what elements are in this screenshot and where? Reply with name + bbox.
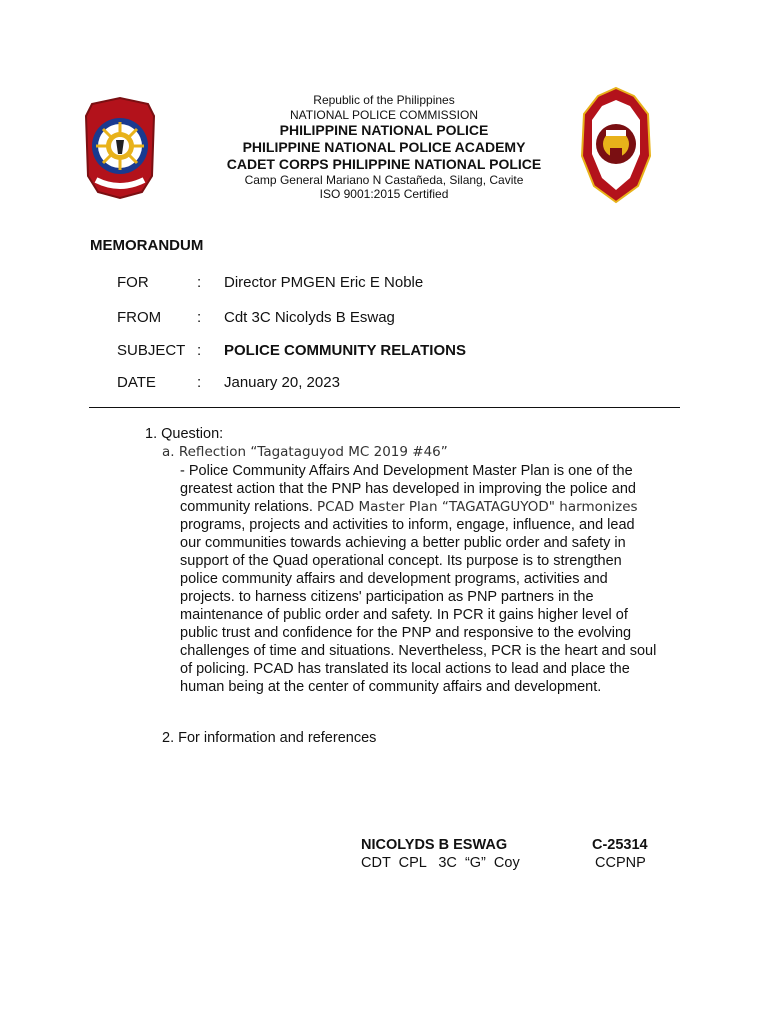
memo-from-label: FROM: [117, 309, 162, 326]
header-address: Camp General Mariano N Castañeda, Silang, Cavite: [244, 173, 524, 187]
header-pnpa: PHILIPPINE NATIONAL POLICE ACADEMY: [242, 139, 526, 155]
header-pnp: PHILIPPINE NATIONAL POLICE: [279, 122, 489, 138]
signatory-unit: CCPNP: [595, 855, 646, 871]
paragraph-line: support of the Quad operational concept. Its purpose is to strengthen: [180, 553, 622, 569]
paragraph-line: greatest action that the PNP has developed in improving the police and: [180, 481, 636, 497]
paragraph-line: maintenance of public order and safety. In PCR it gains higher level of: [180, 607, 628, 623]
memo-date-value: January 20, 2023: [224, 374, 340, 391]
paragraph-line-part: PCAD Master Plan “TAGATAGUYOD" harmonizes: [317, 499, 638, 515]
reflection-paragraph: [180, 462, 680, 696]
memo-subject-label: SUBJECT: [117, 342, 186, 359]
paragraph-line: of policing. PCAD has translated its local actions to lead and place the: [180, 661, 630, 677]
signatory-serial: C-25314: [592, 837, 648, 853]
item-2-references: 2. For information and references: [162, 730, 377, 746]
signatory-name: NICOLYDS B ESWAG: [361, 837, 508, 853]
memo-from-value: Cdt 3C Nicolyds B Eswag: [224, 309, 395, 326]
memo-colon: :: [197, 342, 202, 359]
paragraph-line: public trust and confidence for the PNP and responsive to the evolving: [180, 625, 632, 641]
memo-title: MEMORANDUM: [90, 237, 204, 254]
memo-colon: :: [197, 309, 202, 326]
header-iso: ISO 9001:2015 Certified: [319, 187, 449, 201]
memo-date-label: DATE: [117, 374, 156, 391]
divider: [89, 407, 680, 408]
paragraph-line: police community affairs and development programs, activities and: [180, 571, 608, 587]
paragraph-line: [180, 498, 680, 516]
item-1a-reflection: a. Reflection “Tagataguyod MC 2019 #46”: [162, 444, 448, 460]
memo-for-label: FOR: [117, 274, 149, 291]
signatory-rank: CDT CPL 3C “G” Coy: [361, 855, 520, 871]
paragraph-line: programs, projects and activities to inform, engage, influence, and lead: [180, 517, 635, 533]
paragraph-line: - Police Community Affairs And Development Master Plan is one of the: [180, 463, 633, 479]
paragraph-line: our communities towards achieving a better public order and safety in: [180, 535, 626, 551]
paragraph-line: challenges of time and situations. Nevertheless, PCR is the heart and soul: [180, 643, 657, 659]
item-1-question: 1. Question:: [145, 426, 224, 442]
header-napolcom: NATIONAL POLICE COMMISSION: [289, 108, 479, 122]
memo-colon: :: [197, 374, 202, 391]
header-republic: Republic of the Philippines: [313, 93, 455, 107]
memo-subject-value: POLICE COMMUNITY RELATIONS: [224, 342, 466, 359]
header-ccpnp: CADET CORPS PHILIPPINE NATIONAL POLICE: [226, 156, 542, 172]
memo-colon: :: [197, 274, 202, 291]
paragraph-line: human being at the center of community affairs and development.: [180, 679, 602, 695]
paragraph-line-part: community relations.: [180, 499, 313, 515]
paragraph-line: projects. to harness citizens' participation as PNP partners in the: [180, 589, 594, 605]
memo-for-value: Director PMGEN Eric E Noble: [224, 274, 424, 291]
